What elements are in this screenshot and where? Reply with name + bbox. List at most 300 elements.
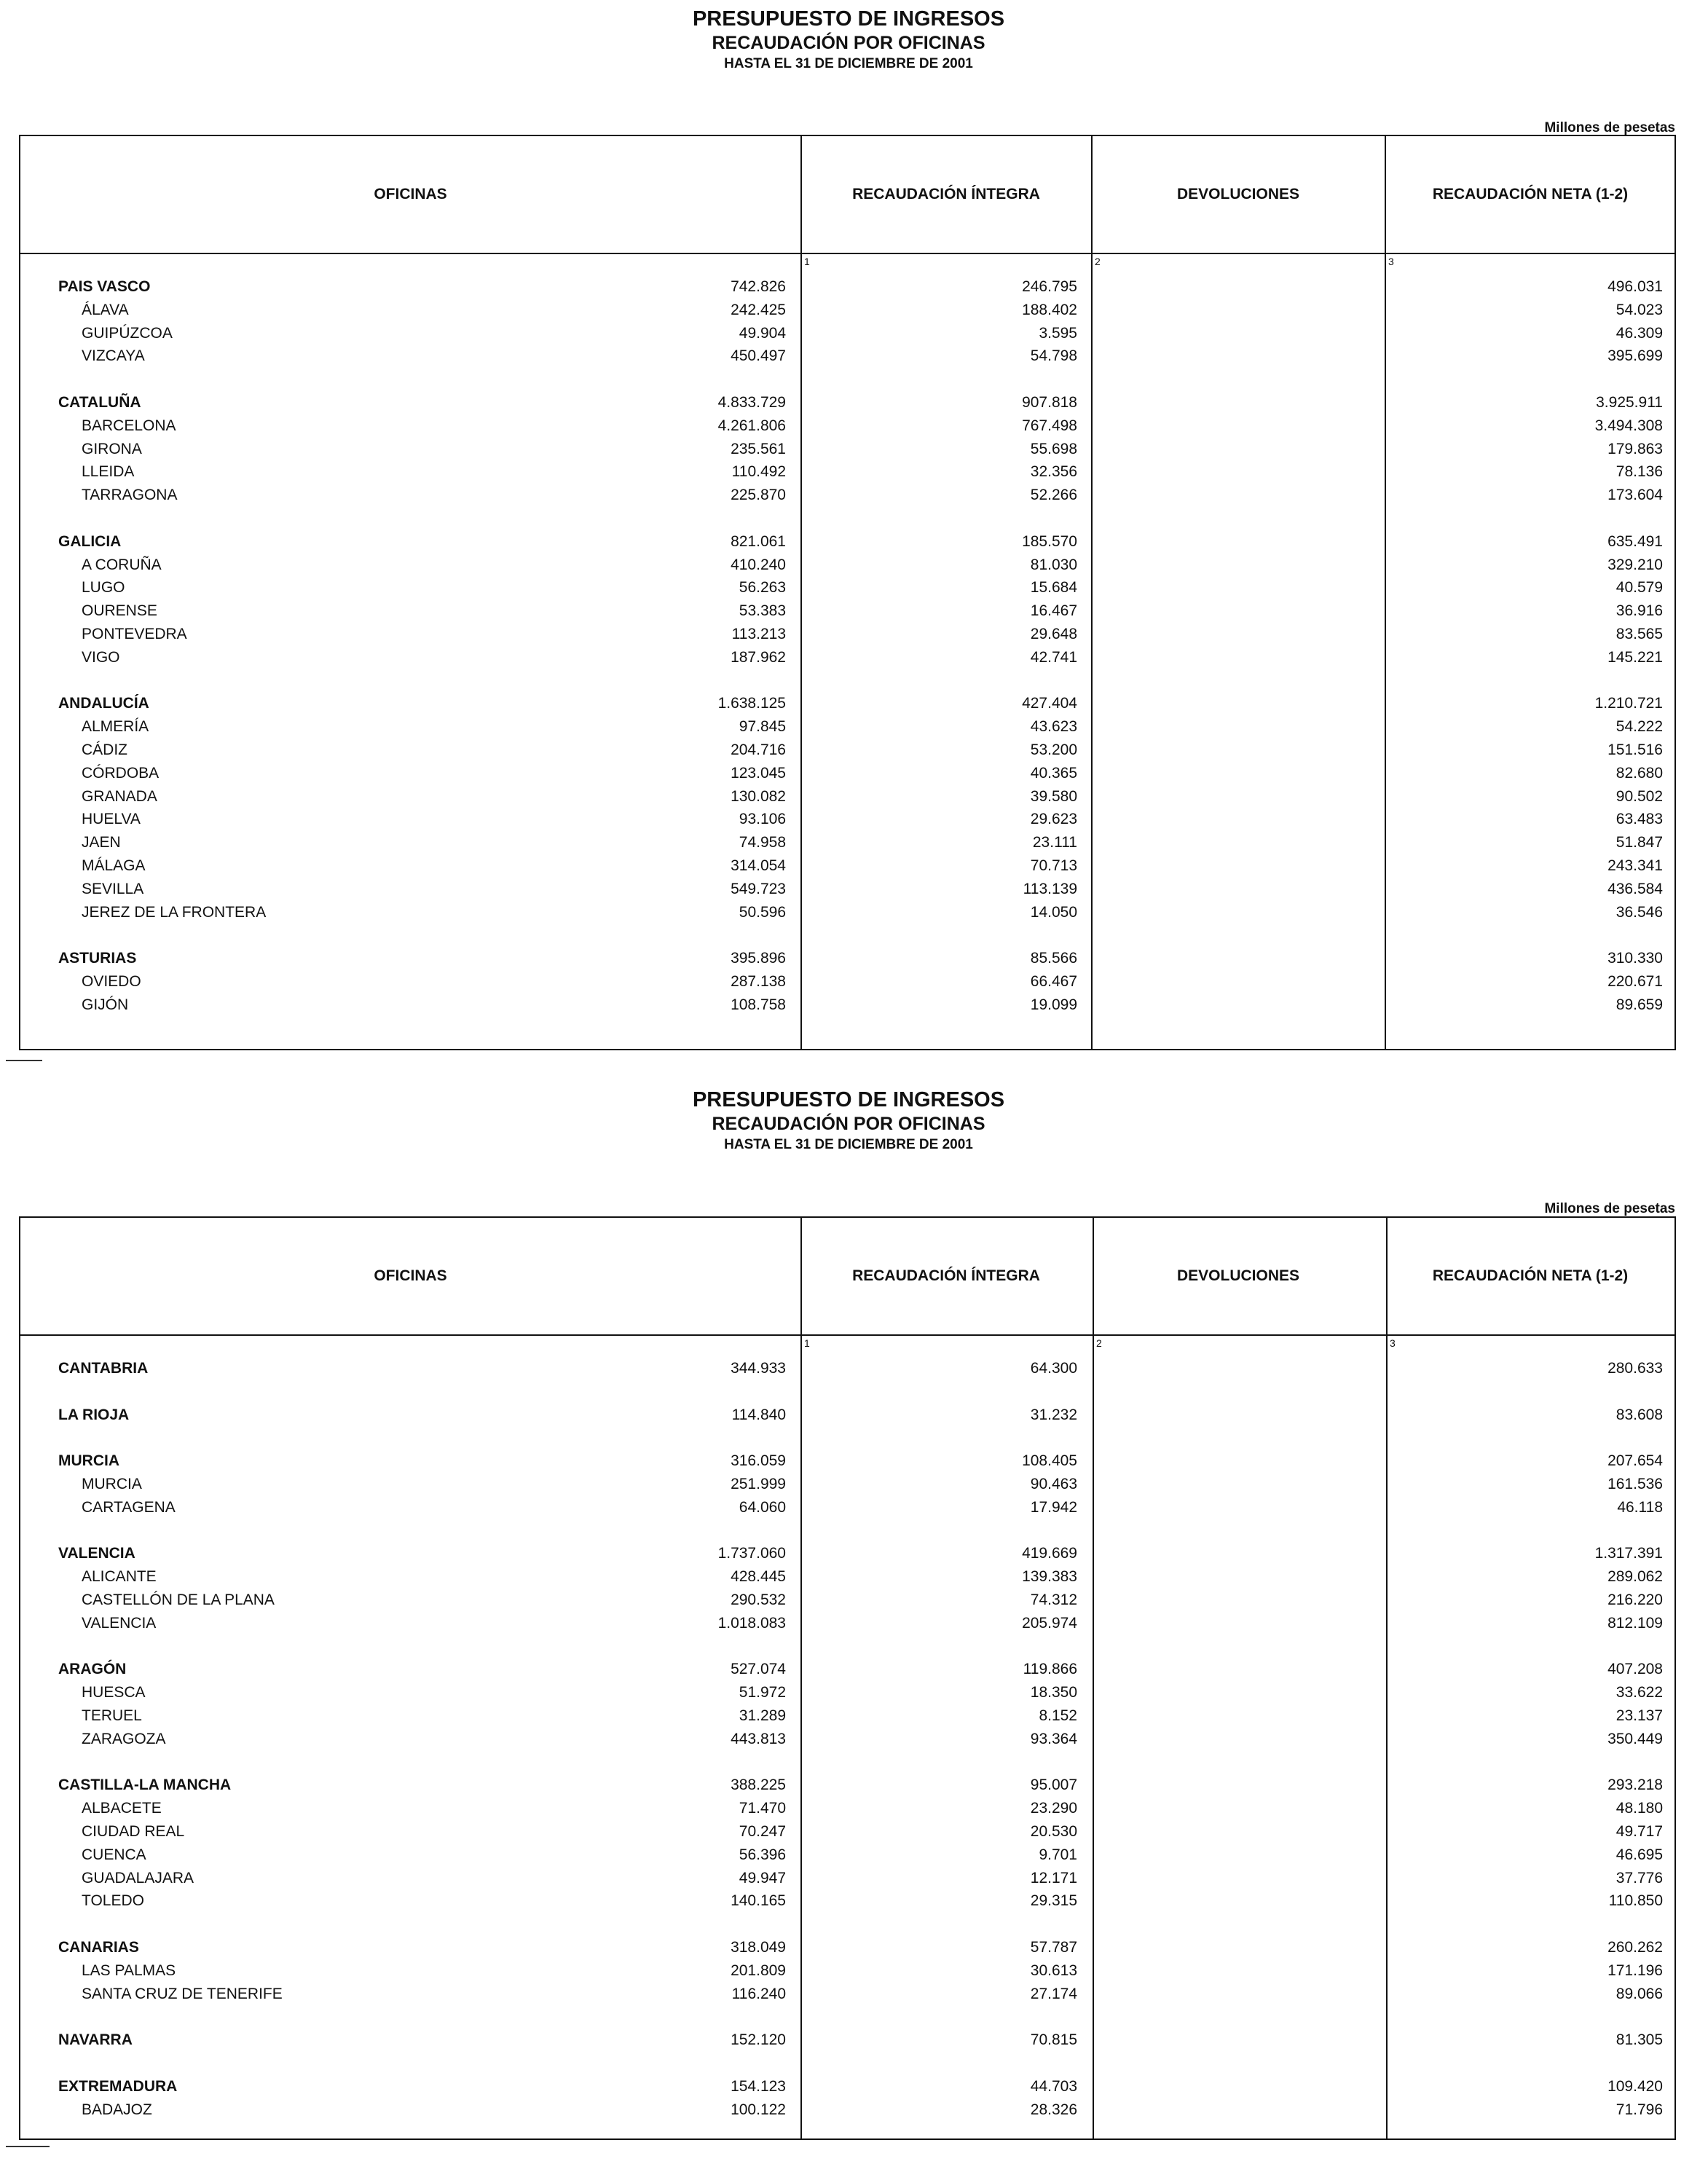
- office-name: GIRONA: [82, 440, 142, 457]
- recaudacion-integra-value: 410.240: [731, 556, 786, 573]
- report-page-2: [0, 1081, 1708, 2172]
- recaudacion-integra-value: 388.225: [731, 1776, 786, 1794]
- devoluciones-value: 57.787: [1030, 1938, 1077, 1956]
- devoluciones-value: 113.139: [1023, 880, 1077, 897]
- office-name: GUIPÚZCOA: [82, 324, 173, 342]
- office-row: [20, 1959, 1674, 1983]
- office-row: [20, 1797, 1674, 1820]
- recaudacion-neta-value: 54.222: [1615, 718, 1663, 736]
- recaudacion-integra-value: 1.018.083: [717, 1614, 786, 1632]
- recaudacion-integra-value: 74.958: [739, 834, 786, 851]
- header-recaudacion-integra: RECAUDACIÓN ÍNTEGRA: [852, 186, 1040, 202]
- office-name: JAEN: [82, 834, 121, 851]
- recaudacion-neta-value: 171.196: [1607, 1962, 1663, 1979]
- office-row: [20, 808, 1674, 831]
- office-name: ZARAGOZA: [82, 1730, 166, 1747]
- recaudacion-integra-value: 50.596: [739, 903, 786, 921]
- recaudacion-neta-value: 635.491: [1607, 532, 1663, 550]
- recaudacion-integra-value: 318.049: [731, 1938, 786, 1956]
- office-row: [20, 1473, 1674, 1496]
- office-name: ALICANTE: [82, 1568, 157, 1586]
- office-name: GALICIA: [58, 532, 122, 550]
- devoluciones-value: 43.623: [1030, 718, 1077, 736]
- recaudacion-integra-value: 49.904: [739, 324, 786, 342]
- recaudacion-integra-value: 116.240: [731, 1985, 786, 2002]
- office-row: [20, 484, 1674, 507]
- devoluciones-value: 66.467: [1030, 972, 1077, 990]
- recaudacion-neta-value: 395.699: [1607, 347, 1663, 365]
- devoluciones-value: 54.798: [1030, 347, 1077, 365]
- recaudacion-neta-value: 293.218: [1607, 1776, 1663, 1794]
- recaudacion-integra-value: 742.826: [731, 278, 786, 295]
- recaudacion-integra-value: 290.532: [731, 1591, 786, 1608]
- recaudacion-integra-value: 53.383: [739, 602, 786, 620]
- devoluciones-value: 9.701: [1039, 1846, 1077, 1863]
- office-row: [20, 785, 1674, 808]
- office-name: ALMERÍA: [82, 718, 149, 736]
- devoluciones-value: 15.684: [1030, 579, 1077, 597]
- recaudacion-integra-value: 549.723: [731, 880, 786, 897]
- office-row: [20, 854, 1674, 878]
- region-row: [20, 530, 1674, 554]
- region-row: [20, 391, 1674, 414]
- office-name: CASTILLA-LA MANCHA: [58, 1776, 232, 1794]
- office-name: BARCELONA: [82, 417, 176, 434]
- office-name: CANARIAS: [58, 1938, 139, 1956]
- devoluciones-value: 12.171: [1030, 1869, 1077, 1886]
- recaudacion-neta-value: 83.608: [1615, 1406, 1663, 1423]
- recaudacion-neta-value: 48.180: [1615, 1800, 1663, 1817]
- devoluciones-value: 42.741: [1030, 648, 1077, 666]
- recaudacion-neta-value: 496.031: [1607, 278, 1663, 295]
- recaudacion-neta-value: 173.604: [1607, 487, 1663, 504]
- office-name: ARAGÓN: [58, 1661, 127, 1678]
- office-name: A CORUÑA: [82, 556, 162, 573]
- header-oficinas: OFICINAS: [374, 186, 447, 202]
- spacer-row: [20, 1635, 1674, 1658]
- office-row: [20, 1681, 1674, 1704]
- devoluciones-value: 74.312: [1030, 1591, 1077, 1608]
- recaudacion-integra-value: 314.054: [731, 857, 786, 874]
- recaudacion-integra-value: 123.045: [731, 764, 786, 782]
- office-row: [20, 878, 1674, 901]
- office-row: [20, 901, 1674, 924]
- office-name: OVIEDO: [82, 972, 141, 990]
- recaudacion-integra-value: 428.445: [731, 1568, 786, 1586]
- spacer-row: [20, 507, 1674, 530]
- region-row: [20, 1774, 1674, 1797]
- devoluciones-value: 185.570: [1022, 532, 1077, 550]
- column-number: 2: [1095, 256, 1101, 267]
- spacer-row: [20, 1426, 1674, 1449]
- report-page-1: [0, 0, 1708, 1078]
- recaudacion-integra-value: 130.082: [731, 787, 786, 805]
- recaudacion-integra-value: 93.106: [739, 811, 786, 828]
- office-name: LLEIDA: [82, 463, 135, 481]
- spacer-row: [20, 669, 1674, 693]
- recaudacion-neta-value: 179.863: [1607, 440, 1663, 457]
- office-row: [20, 345, 1674, 368]
- office-row: [20, 762, 1674, 785]
- spacer-row: [20, 368, 1674, 391]
- devoluciones-value: 27.174: [1030, 1985, 1077, 2002]
- office-name: ÁLAVA: [82, 301, 129, 318]
- devoluciones-value: 246.795: [1022, 278, 1077, 295]
- office-row: [20, 1820, 1674, 1844]
- recaudacion-integra-value: 56.263: [739, 579, 786, 597]
- recaudacion-integra-value: 71.470: [739, 1800, 786, 1817]
- office-name: SANTA CRUZ DE TENERIFE: [82, 1985, 283, 2002]
- spacer-row: [20, 1751, 1674, 1774]
- scan-mark: [6, 1060, 42, 1061]
- office-name: VIZCAYA: [82, 347, 145, 365]
- recaudacion-integra-value: 108.758: [731, 996, 786, 1013]
- recaudacion-neta-value: 1.210.721: [1594, 695, 1663, 712]
- office-row: [20, 1844, 1674, 1867]
- office-name: CÁDIZ: [82, 741, 127, 758]
- office-row: [20, 1704, 1674, 1728]
- office-name: CIUDAD REAL: [82, 1822, 185, 1840]
- office-name: MÁLAGA: [82, 857, 146, 874]
- recaudacion-integra-value: 450.497: [731, 347, 786, 365]
- recaudacion-integra-value: 527.074: [731, 1661, 786, 1678]
- recaudacion-neta-value: 78.136: [1615, 463, 1663, 481]
- header-recaudacion-neta: RECAUDACIÓN NETA (1-2): [1432, 1267, 1629, 1284]
- recaudacion-integra-value: 154.123: [731, 2077, 786, 2095]
- recaudacion-neta-value: 37.776: [1615, 1869, 1663, 1886]
- recaudacion-neta-value: 36.916: [1615, 602, 1663, 620]
- recaudacion-integra-value: 110.492: [731, 463, 786, 481]
- office-name: TOLEDO: [82, 1892, 144, 1910]
- recaudacion-neta-value: 207.654: [1607, 1452, 1663, 1470]
- devoluciones-value: 95.007: [1030, 1776, 1077, 1794]
- office-name: GRANADA: [82, 787, 157, 805]
- recaudacion-integra-value: 56.396: [739, 1846, 786, 1863]
- office-name: NAVARRA: [58, 2031, 133, 2049]
- recaudacion-integra-value: 4.833.729: [717, 393, 786, 411]
- devoluciones-value: 29.315: [1030, 1892, 1077, 1910]
- recaudacion-neta-value: 407.208: [1607, 1661, 1663, 1678]
- office-name: ALBACETE: [82, 1800, 162, 1817]
- recaudacion-integra-value: 204.716: [731, 741, 786, 758]
- devoluciones-value: 85.566: [1030, 950, 1077, 967]
- recaudacion-integra-value: 51.972: [739, 1684, 786, 1701]
- office-name: TARRAGONA: [82, 487, 178, 504]
- devoluciones-value: 39.580: [1030, 787, 1077, 805]
- office-row: [20, 993, 1674, 1017]
- recaudacion-integra-value: 31.289: [739, 1707, 786, 1724]
- recaudacion-neta-value: 40.579: [1615, 579, 1663, 597]
- office-name: PAIS VASCO: [58, 278, 151, 295]
- recaudacion-neta-value: 3.494.308: [1594, 417, 1663, 434]
- office-row: [20, 322, 1674, 345]
- recaudacion-integra-value: 287.138: [731, 972, 786, 990]
- office-name: CANTABRIA: [58, 1360, 149, 1377]
- recaudacion-neta-value: 216.220: [1607, 1591, 1663, 1608]
- recaudacion-neta-value: 3.925.911: [1596, 393, 1663, 411]
- spacer-row: [20, 2005, 1674, 2029]
- office-row: [20, 599, 1674, 623]
- devoluciones-value: 55.698: [1030, 440, 1077, 457]
- devoluciones-value: 119.866: [1023, 1661, 1077, 1678]
- office-name: PONTEVEDRA: [82, 625, 187, 642]
- devoluciones-value: 52.266: [1030, 487, 1077, 504]
- office-name: BADAJOZ: [82, 2101, 152, 2118]
- devoluciones-value: 23.111: [1032, 834, 1077, 851]
- header-recaudacion-integra: RECAUDACIÓN ÍNTEGRA: [852, 1267, 1040, 1284]
- devoluciones-value: 29.623: [1030, 811, 1077, 828]
- office-row: [20, 1867, 1674, 1890]
- recaudacion-neta-value: 280.633: [1607, 1360, 1663, 1377]
- office-name: ASTURIAS: [58, 950, 137, 967]
- recaudacion-neta-value: 23.137: [1615, 1707, 1663, 1724]
- region-row: [20, 692, 1674, 715]
- office-name: VALENCIA: [58, 1545, 135, 1562]
- devoluciones-value: 907.818: [1022, 393, 1077, 411]
- recaudacion-neta-value: 46.118: [1617, 1498, 1663, 1516]
- devoluciones-value: 188.402: [1022, 301, 1077, 318]
- spacer-row: [20, 2052, 1674, 2075]
- recaudacion-integra-value: 97.845: [739, 718, 786, 736]
- recaudacion-integra-value: 395.896: [731, 950, 786, 967]
- devoluciones-value: 108.405: [1022, 1452, 1077, 1470]
- column-number: 3: [1390, 1337, 1396, 1349]
- recaudacion-integra-value: 4.261.806: [717, 417, 786, 434]
- data-table: [19, 135, 1676, 1050]
- office-row: [20, 554, 1674, 577]
- region-row: [20, 1357, 1674, 1380]
- recaudacion-integra-value: 1.737.060: [717, 1545, 786, 1562]
- office-name: EXTREMADURA: [58, 2077, 178, 2095]
- recaudacion-integra-value: 140.165: [731, 1892, 786, 1910]
- devoluciones-value: 40.365: [1030, 764, 1077, 782]
- recaudacion-integra-value: 316.059: [731, 1452, 786, 1470]
- devoluciones-value: 93.364: [1030, 1730, 1077, 1747]
- column-number: 1: [804, 1337, 810, 1349]
- region-row: [20, 2075, 1674, 2098]
- report-title: PRESUPUESTO DE INGRESOS: [692, 1088, 1005, 1111]
- devoluciones-value: 30.613: [1030, 1962, 1077, 1979]
- table-body: [20, 275, 1674, 1017]
- devoluciones-value: 70.713: [1030, 857, 1077, 874]
- spacer-row: [20, 924, 1674, 947]
- office-row: [20, 623, 1674, 646]
- office-name: LUGO: [82, 579, 125, 597]
- devoluciones-value: 23.290: [1030, 1800, 1077, 1817]
- office-name: JEREZ DE LA FRONTERA: [82, 903, 267, 921]
- devoluciones-value: 29.648: [1030, 625, 1077, 642]
- recaudacion-integra-value: 443.813: [731, 1730, 786, 1747]
- office-name: SEVILLA: [82, 880, 144, 897]
- recaudacion-integra-value: 100.122: [731, 2101, 786, 2118]
- devoluciones-value: 70.815: [1030, 2031, 1077, 2049]
- recaudacion-integra-value: 242.425: [731, 301, 786, 318]
- devoluciones-value: 139.383: [1022, 1568, 1077, 1586]
- office-name: VIGO: [82, 648, 120, 666]
- recaudacion-neta-value: 350.449: [1607, 1730, 1663, 1747]
- report-title: PRESUPUESTO DE INGRESOS: [692, 7, 1005, 31]
- devoluciones-value: 17.942: [1030, 1498, 1077, 1516]
- recaudacion-neta-value: 63.483: [1615, 811, 1663, 828]
- recaudacion-integra-value: 114.840: [731, 1406, 786, 1423]
- office-name: CASTELLÓN DE LA PLANA: [82, 1591, 275, 1608]
- recaudacion-integra-value: 1.638.125: [717, 695, 786, 712]
- recaudacion-neta-value: 151.516: [1607, 741, 1663, 758]
- recaudacion-integra-value: 251.999: [731, 1475, 786, 1492]
- devoluciones-value: 44.703: [1030, 2077, 1077, 2095]
- recaudacion-neta-value: 145.221: [1607, 648, 1663, 666]
- recaudacion-integra-value: 821.061: [731, 532, 786, 550]
- office-name: TERUEL: [82, 1707, 142, 1724]
- office-name: HUELVA: [82, 811, 141, 828]
- report-date: HASTA EL 31 DE DICIEMBRE DE 2001: [724, 56, 973, 71]
- recaudacion-integra-value: 64.060: [739, 1498, 786, 1516]
- recaudacion-integra-value: 152.120: [731, 2031, 786, 2049]
- office-name: HUESCA: [82, 1684, 146, 1701]
- header-devoluciones: DEVOLUCIONES: [1176, 186, 1300, 202]
- devoluciones-value: 8.152: [1039, 1707, 1077, 1724]
- office-row: [20, 1983, 1674, 2006]
- recaudacion-neta-value: 329.210: [1607, 556, 1663, 573]
- recaudacion-neta-value: 220.671: [1607, 972, 1663, 990]
- office-row: [20, 1589, 1674, 1612]
- recaudacion-neta-value: 812.109: [1607, 1614, 1663, 1632]
- office-row: [20, 414, 1674, 438]
- region-row: [20, 2029, 1674, 2052]
- office-row: [20, 2098, 1674, 2122]
- spacer-row: [20, 1380, 1674, 1404]
- recaudacion-neta-value: 436.584: [1607, 880, 1663, 897]
- office-row: [20, 970, 1674, 993]
- recaudacion-neta-value: 49.717: [1615, 1822, 1663, 1840]
- region-row: [20, 1936, 1674, 1959]
- table-body: [20, 1357, 1674, 2121]
- office-name: LA RIOJA: [58, 1406, 130, 1423]
- office-name: ANDALUCÍA: [58, 695, 149, 712]
- table-header: [20, 136, 1674, 254]
- office-row: [20, 1612, 1674, 1635]
- region-row: [20, 947, 1674, 970]
- column-number: 3: [1388, 256, 1394, 267]
- recaudacion-neta-value: 83.565: [1615, 625, 1663, 642]
- recaudacion-neta-value: 54.023: [1615, 301, 1663, 318]
- report-subtitle: RECAUDACIÓN POR OFICINAS: [712, 1114, 985, 1134]
- office-name: GUADALAJARA: [82, 1869, 194, 1886]
- scan-mark: [6, 2146, 50, 2147]
- recaudacion-integra-value: 235.561: [731, 440, 786, 457]
- region-row: [20, 1449, 1674, 1473]
- office-row: [20, 1565, 1674, 1589]
- table-header: [20, 1218, 1674, 1336]
- recaudacion-neta-value: 161.536: [1607, 1475, 1663, 1492]
- office-row: [20, 1496, 1674, 1519]
- office-row: [20, 460, 1674, 484]
- recaudacion-integra-value: 344.933: [731, 1360, 786, 1377]
- units-label: Millones de pesetas: [1544, 120, 1675, 135]
- region-row: [20, 1658, 1674, 1681]
- recaudacion-integra-value: 225.870: [731, 487, 786, 504]
- devoluciones-value: 31.232: [1030, 1406, 1077, 1423]
- devoluciones-value: 20.530: [1030, 1822, 1077, 1840]
- spacer-row: [20, 1913, 1674, 1936]
- report-subtitle: RECAUDACIÓN POR OFICINAS: [712, 33, 985, 53]
- devoluciones-value: 90.463: [1030, 1475, 1077, 1492]
- office-name: CARTAGENA: [82, 1498, 176, 1516]
- devoluciones-value: 53.200: [1030, 741, 1077, 758]
- recaudacion-integra-value: 201.809: [731, 1962, 786, 1979]
- data-table: [19, 1216, 1676, 2140]
- spacer-row: [20, 1519, 1674, 1543]
- units-label: Millones de pesetas: [1544, 1201, 1675, 1216]
- office-name: OURENSE: [82, 602, 157, 620]
- office-row: [20, 831, 1674, 854]
- recaudacion-neta-value: 46.309: [1615, 324, 1663, 342]
- recaudacion-neta-value: 89.659: [1615, 996, 1663, 1013]
- office-name: LAS PALMAS: [82, 1962, 176, 1979]
- office-row: [20, 739, 1674, 762]
- devoluciones-value: 64.300: [1030, 1360, 1077, 1377]
- devoluciones-value: 419.669: [1022, 1545, 1077, 1562]
- recaudacion-neta-value: 71.796: [1615, 2101, 1663, 2118]
- office-row: [20, 1728, 1674, 1751]
- devoluciones-value: 767.498: [1022, 417, 1077, 434]
- region-row: [20, 1404, 1674, 1427]
- devoluciones-value: 81.030: [1030, 556, 1077, 573]
- devoluciones-value: 16.467: [1030, 602, 1077, 620]
- office-row: [20, 299, 1674, 322]
- header-devoluciones: DEVOLUCIONES: [1176, 1267, 1300, 1284]
- devoluciones-value: 427.404: [1022, 695, 1077, 712]
- recaudacion-neta-value: 110.850: [1608, 1892, 1663, 1910]
- office-name: VALENCIA: [82, 1614, 157, 1632]
- recaudacion-neta-value: 89.066: [1615, 1985, 1663, 2002]
- column-number: 1: [804, 256, 810, 267]
- recaudacion-neta-value: 46.695: [1615, 1846, 1663, 1863]
- office-row: [20, 646, 1674, 669]
- recaudacion-neta-value: 82.680: [1615, 764, 1663, 782]
- devoluciones-value: 14.050: [1030, 903, 1077, 921]
- office-row: [20, 438, 1674, 461]
- devoluciones-value: 28.326: [1030, 2101, 1077, 2118]
- recaudacion-neta-value: 109.420: [1607, 2077, 1663, 2095]
- recaudacion-neta-value: 90.502: [1615, 787, 1663, 805]
- recaudacion-integra-value: 49.947: [739, 1869, 786, 1886]
- recaudacion-neta-value: 51.847: [1615, 834, 1663, 851]
- header-oficinas: OFICINAS: [374, 1267, 447, 1284]
- office-name: CATALUÑA: [58, 393, 141, 411]
- recaudacion-neta-value: 1.317.391: [1594, 1545, 1663, 1562]
- office-row: [20, 576, 1674, 599]
- recaudacion-neta-value: 289.062: [1607, 1568, 1663, 1586]
- office-name: MURCIA: [58, 1452, 119, 1470]
- devoluciones-value: 19.099: [1030, 996, 1077, 1013]
- recaudacion-neta-value: 36.546: [1615, 903, 1663, 921]
- office-row: [20, 1889, 1674, 1913]
- office-name: GIJÓN: [82, 996, 129, 1013]
- recaudacion-neta-value: 243.341: [1607, 857, 1663, 874]
- recaudacion-neta-value: 33.622: [1615, 1684, 1663, 1701]
- recaudacion-neta-value: 310.330: [1607, 950, 1663, 967]
- column-number: 2: [1096, 1337, 1102, 1349]
- office-name: MURCIA: [82, 1475, 142, 1492]
- header-recaudacion-neta: RECAUDACIÓN NETA (1-2): [1432, 186, 1629, 202]
- recaudacion-neta-value: 81.305: [1615, 2031, 1663, 2049]
- devoluciones-value: 205.974: [1022, 1614, 1077, 1632]
- recaudacion-integra-value: 70.247: [739, 1822, 786, 1840]
- office-row: [20, 715, 1674, 739]
- report-date: HASTA EL 31 DE DICIEMBRE DE 2001: [724, 1137, 973, 1152]
- devoluciones-value: 32.356: [1030, 463, 1077, 481]
